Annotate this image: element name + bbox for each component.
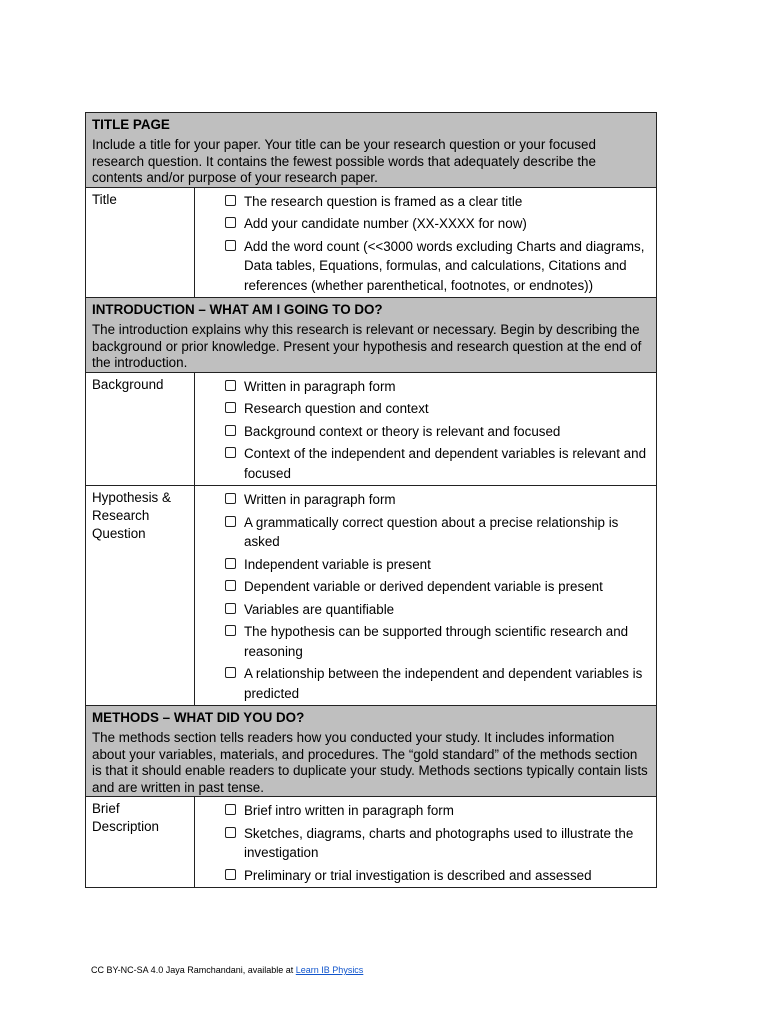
checklist-item: [225, 555, 648, 575]
checkbox[interactable]: [225, 402, 236, 413]
checkbox[interactable]: [225, 447, 236, 458]
criteria-label: Hypothesis & Research Question: [86, 486, 195, 706]
section-description: The introduction explains why this research is relevant or necessary. Begin by describing the background or prior knowledge. Present your hypothesis and research question at the end of the introduction.: [92, 322, 642, 370]
checkbox[interactable]: [225, 827, 236, 838]
checklist-item-text: Preliminary or trial investigation is described and assessed: [244, 867, 592, 883]
rubric-table: [85, 112, 657, 888]
checklist-item: [225, 600, 648, 620]
checklist-item-text: Add the word count (<<3000 words excluding Charts and diagrams, Data tables, Equations, formulas, and calculations, Citations and references (whether parenthetical, footnotes, or endnotes)): [244, 238, 645, 293]
checklist-item-text: Background context or theory is relevant and focused: [244, 423, 561, 439]
section-header-cell: [86, 298, 657, 373]
criteria-row: [86, 372, 657, 486]
checklist-item-text: A relationship between the independent and dependent variables is predicted: [244, 666, 643, 701]
section-header-cell: [86, 113, 657, 188]
checklist: [195, 372, 657, 486]
section-header: [86, 113, 657, 188]
checklist-item-text: Research question and context: [244, 401, 429, 416]
checklist-item-text: Context of the independent and dependent variables is relevant and focused: [244, 446, 647, 481]
criteria-label: Title: [86, 187, 195, 298]
checklist-item: [225, 622, 648, 661]
checklist-item-text: Independent variable is present: [244, 556, 431, 572]
checkbox[interactable]: [225, 425, 236, 436]
checklist-item: [225, 444, 648, 483]
footer-link[interactable]: Learn IB Physics: [295, 965, 364, 975]
section-description: Include a title for your paper. Your title can be your research question or your focused research question. It contains the fewest possible words that adequately describe the contents and/or purpose of your research paper.: [92, 137, 596, 185]
footer: [91, 964, 363, 976]
criteria-row: [86, 187, 657, 298]
checklist-item: [225, 399, 648, 419]
section-header-cell: [86, 706, 657, 797]
checklist-item: [225, 214, 648, 234]
checkbox[interactable]: [225, 869, 236, 880]
checklist-item: [225, 801, 648, 821]
checklist-item-text: A grammatically correct question about a precise relationship is asked: [244, 514, 619, 549]
checklist-item: [225, 577, 648, 597]
checklist-item-text: Dependent variable or derived dependent variable is present: [244, 579, 603, 594]
checklist: [195, 187, 657, 298]
checklist-item: [225, 664, 648, 703]
checklist-item-text: Variables are quantifiable: [244, 601, 395, 617]
criteria-row: [86, 797, 657, 888]
criteria-label: Background: [86, 372, 195, 486]
checkbox[interactable]: [225, 580, 236, 591]
checklist-item-text: The hypothesis can be supported through scientific research and reasoning: [244, 624, 629, 659]
criteria-label: Brief Description: [86, 797, 195, 888]
checklist: [195, 797, 657, 888]
section-header: [86, 706, 657, 797]
checkbox[interactable]: [225, 217, 236, 228]
checklist: [195, 486, 657, 706]
section-description: The methods section tells readers how you conducted your study. It includes information about your variables, materials, and procedures. The “gold standard” of the methods section is that it should enable readers to duplicate your study. Methods sections typically contain lists and are written in past tense.: [92, 730, 648, 795]
checklist-item: [225, 513, 648, 552]
checkbox[interactable]: [225, 240, 236, 251]
checklist-item-text: Sketches, diagrams, charts and photographs used to illustrate the investigation: [244, 825, 634, 860]
checklist-item-text: Add your candidate number (XX-XXXX for now): [244, 216, 527, 231]
checkbox[interactable]: [225, 625, 236, 636]
checklist-item: [225, 422, 648, 442]
checkbox[interactable]: [225, 603, 236, 614]
checklist-item-text: Written in paragraph form: [244, 378, 396, 394]
checkbox[interactable]: [225, 516, 236, 527]
checklist-item-text: The research question is framed as a clear title: [244, 193, 523, 209]
checkbox[interactable]: [225, 493, 236, 504]
section-title: TITLE PAGE: [92, 117, 170, 132]
checklist-item: [225, 377, 648, 397]
checkbox[interactable]: [225, 667, 236, 678]
criteria-row: [86, 486, 657, 706]
checklist-item: [225, 237, 648, 296]
checkbox[interactable]: [225, 558, 236, 569]
checklist-item: [225, 866, 648, 886]
checklist-item: [225, 824, 648, 863]
checkbox[interactable]: [225, 804, 236, 815]
checkbox[interactable]: [225, 195, 236, 206]
checkbox[interactable]: [225, 380, 236, 391]
section-header: [86, 298, 657, 373]
section-title: INTRODUCTION – WHAT AM I GOING TO DO?: [92, 302, 383, 317]
checklist-item: [225, 490, 648, 510]
checklist-item: [225, 192, 648, 212]
checklist-item-text: Written in paragraph form: [244, 492, 396, 507]
section-title: METHODS – WHAT DID YOU DO?: [92, 710, 305, 725]
footer-text: CC BY-NC-SA 4.0 Jaya Ramchandani, available at: [91, 965, 296, 975]
checklist-item-text: Brief intro written in paragraph form: [244, 803, 454, 818]
